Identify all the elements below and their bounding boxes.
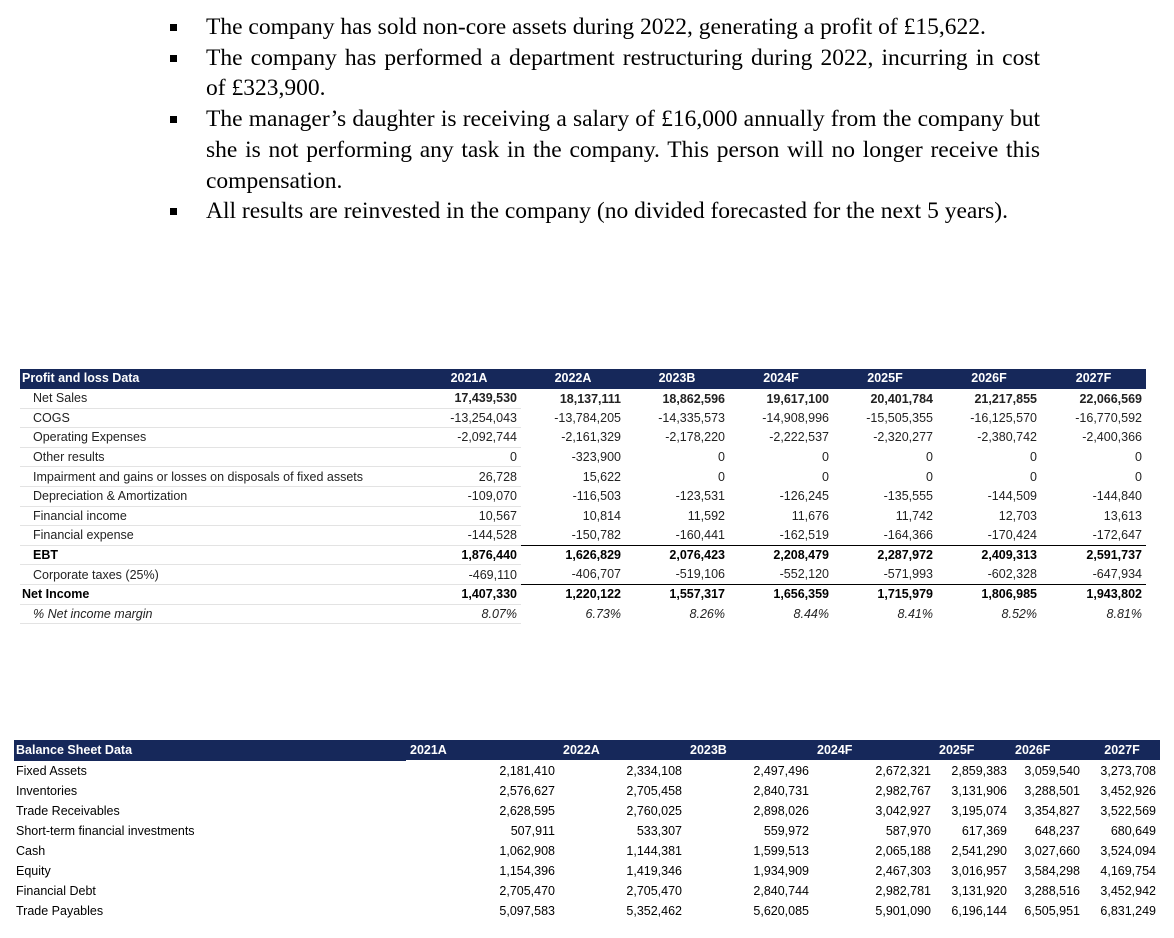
value-cell: 0 <box>1030 469 1037 484</box>
value-cell: 8.41% <box>897 606 933 621</box>
value-cell: 0 <box>926 450 933 465</box>
bullet-square-icon <box>170 116 177 123</box>
year-header: 2022A <box>521 369 625 388</box>
table-row <box>14 781 1160 801</box>
row-label: Net Sales <box>20 388 417 408</box>
bullet-item <box>168 43 1040 104</box>
value-cell: 11,592 <box>687 508 725 523</box>
table-row <box>14 881 1160 901</box>
balance-sheet-table <box>14 740 1160 921</box>
value-cell: 1,934,909 <box>753 864 809 878</box>
value-cell: 1,599,513 <box>753 844 809 858</box>
bullet-square-icon <box>170 55 177 62</box>
value-cell: -144,528 <box>417 526 521 546</box>
row-label: Financial expense <box>20 526 417 546</box>
value-cell: 3,042,927 <box>875 804 931 818</box>
value-cell: 22,066,569 <box>1079 391 1142 406</box>
year-header: 2025F <box>833 369 937 388</box>
bullet-text: The company has sold non-core assets during 2022, generating a profit of £15,622. <box>206 14 986 40</box>
table-row <box>20 526 1146 546</box>
value-cell: 17,439,530 <box>417 388 521 408</box>
value-cell: 2,898,026 <box>753 804 809 818</box>
value-cell: 6,831,249 <box>1100 904 1156 918</box>
value-cell: 0 <box>822 469 829 484</box>
profit-loss-table <box>20 369 1146 624</box>
value-cell: -144,509 <box>987 489 1037 504</box>
year-header: 2021A <box>417 369 521 388</box>
value-cell: 15,622 <box>582 469 621 484</box>
value-cell: -109,070 <box>417 486 521 506</box>
assumptions-list <box>168 12 1040 227</box>
value-cell: 1,715,979 <box>833 584 937 604</box>
value-cell: -13,784,205 <box>554 410 621 425</box>
value-cell: 3,027,660 <box>1024 844 1080 858</box>
row-label: Financial income <box>20 506 417 526</box>
value-cell: -116,503 <box>572 489 621 504</box>
value-cell: -2,400,366 <box>1082 430 1142 445</box>
value-cell: 1,557,317 <box>625 584 729 604</box>
value-cell: 10,567 <box>417 506 521 526</box>
value-cell: 0 <box>417 447 521 467</box>
table-row <box>14 821 1160 841</box>
value-cell: 3,522,569 <box>1100 804 1156 818</box>
table-row <box>20 447 1146 467</box>
year-header: 2024F <box>729 369 833 388</box>
value-cell: 18,137,111 <box>559 391 621 406</box>
year-header: 2027F <box>1084 740 1160 760</box>
row-label: Equity <box>16 864 51 878</box>
bullet-text: All results are reinvested in the company (no divided forecasted for the next 5 years). <box>206 198 1008 225</box>
table-row <box>14 841 1160 861</box>
table-row <box>20 565 1146 585</box>
value-cell: -2,222,537 <box>769 430 829 445</box>
value-cell: -602,328 <box>987 567 1037 582</box>
value-cell: 6,505,951 <box>1024 904 1080 918</box>
value-cell: 2,076,423 <box>625 545 729 565</box>
value-cell: -172,647 <box>1092 528 1142 543</box>
value-cell: 2,840,744 <box>753 884 809 898</box>
value-cell: -160,441 <box>675 528 725 543</box>
value-cell: 5,901,090 <box>875 904 931 918</box>
year-header: 2025F <box>935 740 1011 760</box>
value-cell: 8.52% <box>1001 606 1037 621</box>
row-label: EBT <box>20 545 417 565</box>
value-cell: 2,591,737 <box>1041 545 1146 565</box>
table-row <box>20 506 1146 526</box>
bullet-square-icon <box>170 24 177 31</box>
value-cell: 3,016,957 <box>951 864 1007 878</box>
value-cell: 2,334,108 <box>626 763 682 778</box>
value-cell: 6,196,144 <box>951 904 1007 918</box>
table-row <box>20 545 1146 565</box>
value-cell: 18,862,596 <box>662 391 725 406</box>
value-cell: 2,208,479 <box>729 545 833 565</box>
value-cell: 8.26% <box>689 606 725 621</box>
value-cell: 3,131,906 <box>951 784 1007 798</box>
value-cell: -571,993 <box>883 567 933 582</box>
value-cell: 1,656,359 <box>729 584 833 604</box>
value-cell: 559,972 <box>763 824 809 838</box>
value-cell: 26,728 <box>417 467 521 487</box>
value-cell: 3,195,074 <box>951 804 1007 818</box>
value-cell: 2,705,470 <box>499 884 555 898</box>
table-row <box>20 408 1146 428</box>
value-cell: 617,369 <box>961 824 1007 838</box>
table-row <box>14 801 1160 821</box>
value-cell: 1,943,802 <box>1041 584 1146 604</box>
value-cell: 1,220,122 <box>521 584 625 604</box>
year-header: 2024F <box>813 740 935 760</box>
value-cell: 0 <box>822 450 829 465</box>
row-label: Operating Expenses <box>20 428 417 448</box>
value-cell: 680,649 <box>1110 824 1156 838</box>
value-cell: 3,288,516 <box>1024 884 1080 898</box>
value-cell: 0 <box>1030 450 1037 465</box>
bullet-square-icon <box>170 208 177 215</box>
bullet-text: The manager’s daughter is receiving a salary of £16,000 annually from the company but she is not performing any task in the company. This person will no longer receive this compensation. <box>206 106 1040 194</box>
year-header: 2023B <box>686 740 813 760</box>
value-cell: 2,760,025 <box>626 804 682 818</box>
value-cell: -2,161,329 <box>561 430 621 445</box>
balance-sheet-title: Balance Sheet Data <box>14 740 406 760</box>
year-header: 2023B <box>625 369 729 388</box>
value-cell: -2,380,742 <box>977 430 1037 445</box>
value-cell: 1,154,396 <box>499 864 555 878</box>
value-cell: 2,982,781 <box>875 884 931 898</box>
row-label: Cash <box>16 844 46 858</box>
value-cell: -16,125,570 <box>970 410 1037 425</box>
value-cell: 0 <box>1135 450 1142 465</box>
value-cell: 1,144,381 <box>626 844 682 858</box>
value-cell: 2,672,321 <box>875 763 931 778</box>
table-row <box>14 901 1160 921</box>
value-cell: 1,407,330 <box>417 584 521 604</box>
value-cell: -2,320,277 <box>873 430 933 445</box>
bullet-item <box>168 12 1040 43</box>
value-cell: 3,059,540 <box>1024 763 1080 778</box>
table-row <box>14 861 1160 881</box>
bullet-item <box>168 104 1040 196</box>
row-label: Depreciation & Amortization <box>20 486 417 506</box>
value-cell: 5,620,085 <box>753 904 809 918</box>
value-cell: -14,908,996 <box>762 410 829 425</box>
value-cell: 2,628,595 <box>499 804 555 818</box>
row-label: Corporate taxes (25%) <box>20 565 417 585</box>
row-label: Inventories <box>16 784 78 798</box>
table-row <box>20 388 1146 408</box>
value-cell: 0 <box>718 469 725 484</box>
value-cell: 1,806,985 <box>937 584 1041 604</box>
value-cell: 3,288,501 <box>1024 784 1080 798</box>
value-cell: 648,237 <box>1034 824 1080 838</box>
row-label: Fixed Assets <box>14 760 406 781</box>
value-cell: 1,626,829 <box>521 545 625 565</box>
value-cell: -647,934 <box>1092 567 1142 582</box>
value-cell: 4,169,754 <box>1100 864 1156 878</box>
value-cell: -2,092,744 <box>417 428 521 448</box>
value-cell: -164,366 <box>883 528 933 543</box>
value-cell: 0 <box>926 469 933 484</box>
table-header-row <box>14 740 1160 760</box>
year-header: 2022A <box>559 740 686 760</box>
value-cell: 2,065,188 <box>875 844 931 858</box>
value-cell: -170,424 <box>987 528 1037 543</box>
value-cell: 2,467,303 <box>875 864 931 878</box>
value-cell: -15,505,355 <box>866 410 933 425</box>
bullet-item <box>168 196 1040 227</box>
value-cell: 2,859,383 <box>951 763 1007 778</box>
value-cell: -519,106 <box>675 567 725 582</box>
value-cell: 20,401,784 <box>870 391 933 406</box>
value-cell: 0 <box>718 450 725 465</box>
value-cell: 11,742 <box>895 508 933 523</box>
value-cell: 3,584,298 <box>1024 864 1080 878</box>
value-cell: 3,273,708 <box>1100 763 1156 778</box>
table-row <box>20 428 1146 448</box>
value-cell: 2,287,972 <box>833 545 937 565</box>
value-cell: 8.07% <box>417 604 521 624</box>
bullet-text: The company has performed a department restructuring during 2022, incurring in cost of £323,900. <box>206 44 1040 102</box>
value-cell: 3,452,926 <box>1100 784 1156 798</box>
value-cell: 3,524,094 <box>1100 844 1156 858</box>
value-cell: 2,576,627 <box>499 784 555 798</box>
value-cell: 533,307 <box>636 824 682 838</box>
value-cell: -2,178,220 <box>665 430 725 445</box>
row-label: Net Income <box>20 584 417 604</box>
value-cell: 3,131,920 <box>951 884 1007 898</box>
value-cell: -14,335,573 <box>658 410 725 425</box>
year-header: 2021A <box>406 740 559 760</box>
value-cell: 507,911 <box>510 824 555 838</box>
value-cell: 10,814 <box>582 508 621 523</box>
row-label: % Net income margin <box>20 604 417 624</box>
value-cell: 13,613 <box>1103 508 1142 523</box>
value-cell: 0 <box>1135 469 1142 484</box>
value-cell: 2,705,458 <box>626 784 682 798</box>
table-header-row <box>20 369 1146 388</box>
value-cell: -552,120 <box>779 567 829 582</box>
table-row <box>14 760 1160 781</box>
value-cell: -135,555 <box>883 489 933 504</box>
row-label: Impairment and gains or losses on disposals of fixed assets <box>20 467 417 487</box>
value-cell: 1,062,908 <box>499 844 555 858</box>
row-label: COGS <box>20 408 417 428</box>
row-label: Trade Payables <box>16 904 104 918</box>
value-cell: 1,419,346 <box>626 864 682 878</box>
value-cell: 8.81% <box>1106 606 1142 621</box>
value-cell: 1,876,440 <box>417 545 521 565</box>
row-label: Other results <box>20 447 417 467</box>
table-row <box>20 486 1146 506</box>
value-cell: 2,705,470 <box>626 884 682 898</box>
value-cell: 2,497,496 <box>753 763 809 778</box>
value-cell: 2,982,767 <box>875 784 931 798</box>
value-cell: 5,097,583 <box>499 904 555 918</box>
value-cell: 2,840,731 <box>753 784 809 798</box>
value-cell: 5,352,462 <box>626 904 682 918</box>
value-cell: -150,782 <box>571 528 621 543</box>
value-cell: -162,519 <box>779 528 829 543</box>
year-header: 2026F <box>937 369 1041 388</box>
year-header: 2026F <box>1011 740 1084 760</box>
row-label: Financial Debt <box>16 884 96 898</box>
value-cell: 19,617,100 <box>766 391 829 406</box>
row-label: Short-term financial investments <box>16 824 195 838</box>
value-cell: 6.73% <box>585 606 621 621</box>
value-cell: 2,409,313 <box>937 545 1041 565</box>
value-cell: -469,110 <box>417 565 521 585</box>
table-row <box>20 467 1146 487</box>
value-cell: 2,181,410 <box>499 763 555 778</box>
value-cell: 3,452,942 <box>1100 884 1156 898</box>
value-cell: -13,254,043 <box>417 408 521 428</box>
value-cell: -144,840 <box>1092 489 1142 504</box>
table-row <box>20 584 1146 604</box>
value-cell: 587,970 <box>885 824 931 838</box>
value-cell: 2,541,290 <box>951 844 1007 858</box>
value-cell: -126,245 <box>779 489 829 504</box>
value-cell: 11,676 <box>791 508 829 523</box>
value-cell: 3,354,827 <box>1024 804 1080 818</box>
table-row <box>20 604 1146 624</box>
value-cell: -323,900 <box>571 450 621 465</box>
row-label: Trade Receivables <box>16 804 120 818</box>
profit-loss-title: Profit and loss Data <box>20 369 417 388</box>
value-cell: 21,217,855 <box>974 391 1037 406</box>
value-cell: 8.44% <box>793 606 829 621</box>
value-cell: -123,531 <box>675 489 725 504</box>
value-cell: 12,703 <box>998 508 1037 523</box>
year-header: 2027F <box>1041 369 1146 388</box>
value-cell: -406,707 <box>571 567 621 582</box>
value-cell: -16,770,592 <box>1075 410 1142 425</box>
